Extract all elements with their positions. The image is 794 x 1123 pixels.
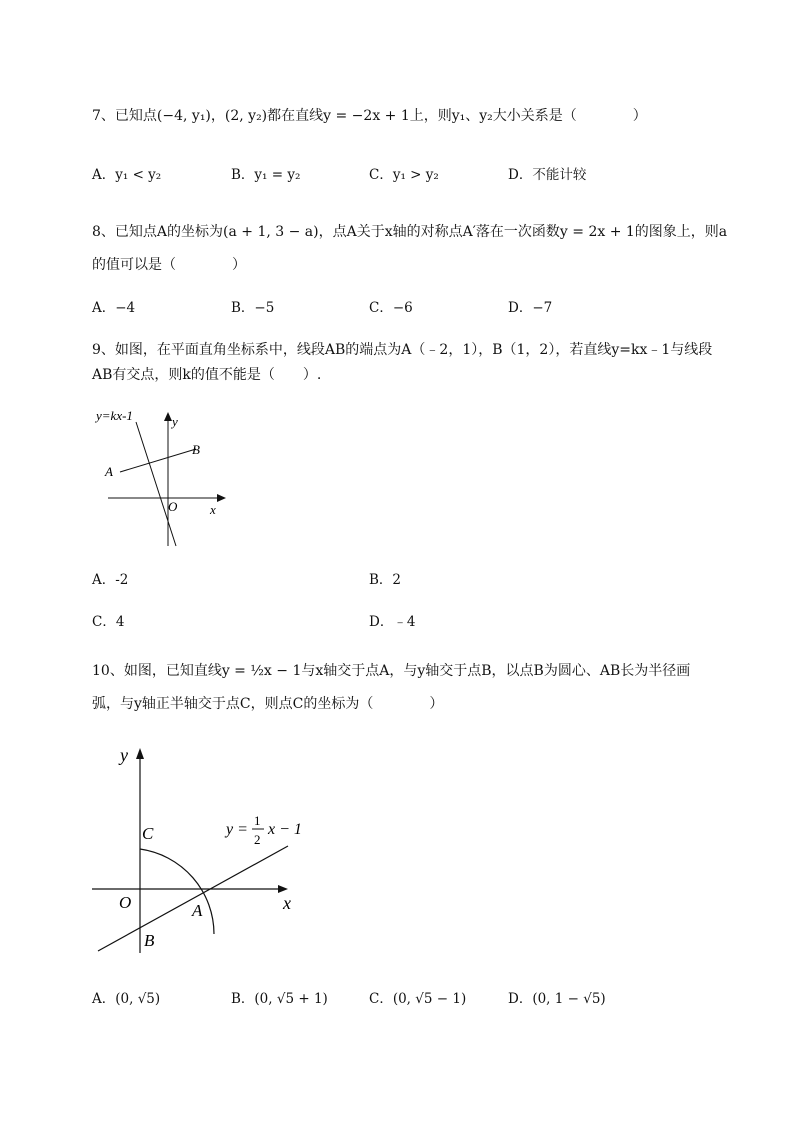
q10-stem-line1: 10、如图，已知直线y = ½x − 1与x轴交于点A，与y轴交于点B，以点B为圆心、AB长为半径画: [92, 663, 691, 679]
q10-stem-line2: 弧，与y轴正半轴交于点C，则点C的坐标为（ ）: [92, 696, 444, 712]
q10-equation-suffix: x − 1: [268, 821, 302, 838]
q7-option-c: C．y₁ > y₂: [369, 167, 439, 183]
q10-point-b-label: B: [144, 931, 155, 950]
q9-option-a: A．-2: [92, 572, 129, 588]
q10-x-axis-label: x: [283, 893, 291, 913]
q9-point-a-label: A: [105, 464, 113, 479]
q9-figure: [90, 400, 240, 552]
q8-stem-line1: 8、已知点A的坐标为(a + 1, 3 − a)，点A关于x轴的对称点A′落在一次函数y = 2x + 1的图象上，则a: [92, 224, 728, 240]
q9-option-b: B．2: [369, 572, 402, 588]
q8-stem-line2: 的值可以是（ ）: [92, 257, 246, 273]
q10-origin-label: O: [119, 893, 132, 912]
q9-origin-label: O: [168, 499, 178, 514]
q7-option-d: D．不能计较: [508, 167, 587, 183]
q10-figure: [86, 738, 316, 958]
q9-x-axis-label: x: [210, 502, 216, 517]
q10-equation-numerator: 1: [254, 813, 261, 828]
q10-equation-prefix: y =: [226, 821, 248, 838]
q9-y-axis-label: y: [172, 414, 178, 429]
q10-option-d: D．(0, 1 − √5): [508, 991, 606, 1007]
q9-option-d: D．﹣4: [369, 614, 416, 630]
q10-point-a-label: A: [192, 901, 203, 920]
q7-option-a: A．y₁ < y₂: [92, 167, 162, 183]
q10-equation-denominator: 2: [254, 832, 261, 847]
q8-option-a: A．−4: [92, 300, 136, 316]
q10-point-c-label: C: [142, 824, 154, 843]
q10-option-a: A．(0, √5): [92, 991, 161, 1007]
q10-option-c: C．(0, √5 − 1): [369, 991, 467, 1007]
q7-option-b: B．y₁ = y₂: [231, 167, 301, 183]
q10-option-b: B．(0, √5 + 1): [231, 991, 328, 1007]
q8-option-c: C．−6: [369, 300, 413, 316]
q8-option-d: D．−7: [508, 300, 553, 316]
q7-stem: 7、已知点(−4, y₁)，(2, y₂)都在直线y = −2x + 1上，则y₁、y₂大小关系是（ ）: [92, 108, 647, 124]
q9-line-label: y=kx-1: [96, 408, 133, 423]
q9-option-c: C．4: [92, 614, 125, 630]
q9-stem-line1: 9、如图，在平面直角坐标系中，线段AB的端点为A（﹣2，1），B（1，2），若直线y=kx﹣1与线段: [92, 342, 713, 358]
q10-y-axis-label: y: [120, 745, 128, 765]
q8-option-b: B．−5: [231, 300, 275, 316]
q9-stem-line2: AB有交点，则k的值不能是（ ）.: [92, 367, 322, 383]
q9-point-b-label: B: [192, 442, 200, 457]
